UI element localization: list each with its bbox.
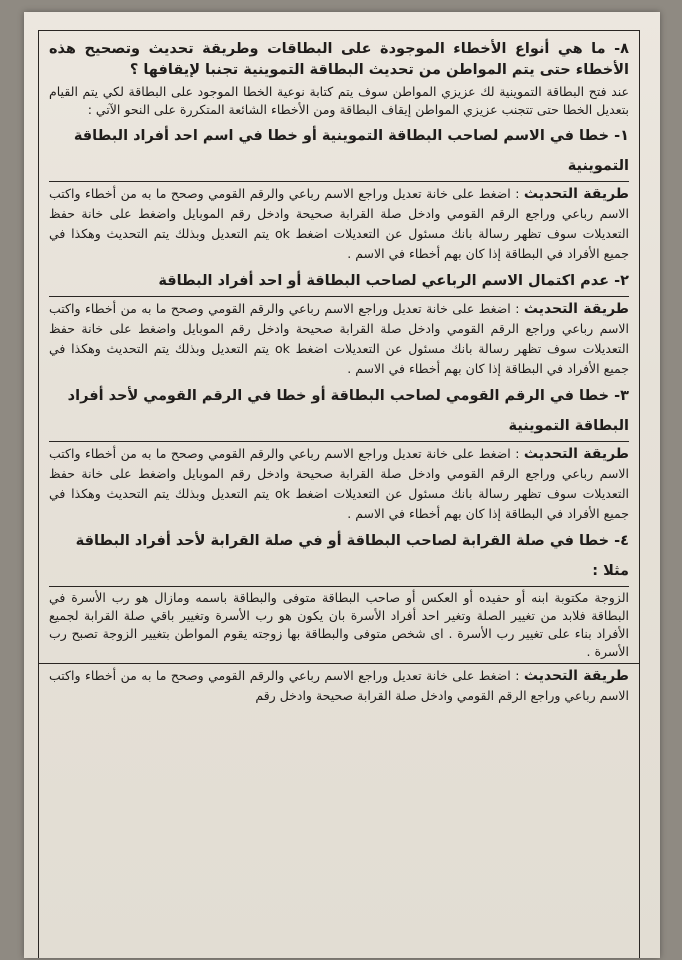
question-title: ٨- ما هي أنواع الأخطاء الموجودة على البطاقات وطريقة تحديث وتصحيح هذه الأخطاء حتى يتم المواطن من تحديث البطاقة التموينية تجنبا لإيقافها ؟: [49, 41, 629, 78]
section-4-method-label: طريقة التحديث: [523, 668, 629, 684]
section-3-heading: ٣- خطا في الرقم القومي لصاحب البطاقة أو خطا في الرقم القومي لأحد أفراد البطاقة التموينية: [49, 381, 629, 442]
section-4-divider: [39, 663, 639, 664]
section-1-heading: ١- خطا في الاسم لصاحب البطاقة التموينية أو خطا في اسم احد أفراد البطاقة التموينية: [49, 121, 629, 182]
section-3-method-label: طريقة التحديث: [523, 446, 629, 462]
document-border: [38, 30, 640, 958]
section-2-method: [49, 299, 629, 379]
section-2-method-text: : اضغط على خانة تعديل وراجع الاسم رباعي والرقم القومي وصحح ما به من أخطاء واكتب الاسم رباعي وراجع الرقم القومي وادخل صلة القرابة صحيحة وادخل رقم الموبايل واضغط على خانة حفظ التعديلات سوف تظهر رسالة بانك مسئول عن التعديلات اضغط ok يتم التعديل وبذلك يتم التحديث وهكذا في جميع الأفراد في البطاقة إذا كان بهم أخطاء في الاسم .: [49, 301, 629, 376]
document-page: [24, 12, 660, 958]
section-4-body: الزوجة مكتوبة ابنه أو حفيده أو العكس أو صاحب البطاقة متوفى والبطاقة باسمه ومازال هو رب الأسرة في البطاقة فلابد من تغيير الصلة وتغير احد أفراد الأسرة بان يكون هو رب الأسرة وتغيير باقي صلة القرابة لجميع الأفراد بناء على تغيير رب الأسرة . اى شخص متوفى والبطاقة بها زوجته يقوم المواطن بتغيير الزوجة تصبح رب الأسرة .: [49, 590, 629, 659]
section-3-method-text: : اضغط على خانة تعديل وراجع الاسم رباعي والرقم القومي وصحح ما به من أخطاء واكتب الاسم رباعي وراجع الرقم القومي وادخل صلة القرابة صحيحة وادخل رقم الموبايل واضغط على خانة حفظ التعديلات سوف تظهر رسالة بانك مسئول عن التعديلات اضغط ok يتم التعديل وبذلك يتم التحديث وهكذا في جميع الأفراد في البطاقة إذا كان بهم أخطاء في الاسم .: [49, 446, 629, 521]
section-3-method: [49, 444, 629, 524]
section-4-heading: ٤- خطا في صلة القرابة لصاحب البطاقة أو في صلة القرابة لأحد أفراد البطاقة مثلا :: [49, 526, 629, 587]
intro-paragraph: عند فتح البطاقة التموينية لك عزيزي المواطن سوف يتم كتابة نوعية الخطا الموجود على البطاقة لكي يتم القيام بتعديل الخطا حتى تتجنب عزيزي المواطن إيقاف البطاقة ومن الأخطاء الشائعة المتكررة على النحو الآتي :: [49, 84, 629, 117]
section-2-method-label: طريقة التحديث: [523, 301, 629, 317]
section-1-method: [49, 184, 629, 264]
section-1-method-text: : اضغط على خانة تعديل وراجع الاسم رباعي والرقم القومي وصحح ما به من أخطاء واكتب الاسم رباعي وراجع الرقم القومي وادخل صلة القرابة صحيحة وادخل رقم الموبايل واضغط على خانة حفظ التعديلات سوف تظهر رسالة بانك مسئول عن التعديلات اضغط ok يتم التعديل وبذلك يتم التحديث وهكذا في جميع الأفراد في البطاقة إذا كان بهم أخطاء في الاسم .: [49, 186, 629, 261]
section-1-method-label: طريقة التحديث: [523, 186, 629, 202]
section-2-heading: ٢- عدم اكتمال الاسم الرباعي لصاحب البطاقة أو احد أفراد البطاقة: [49, 266, 629, 297]
section-4-method-text: : اضغط على خانة تعديل وراجع الاسم رباعي والرقم القومي وصحح ما به من أخطاء واكتب الاسم رباعي وراجع الرقم القومي وادخل صلة القرابة صحيحة وادخل رقم: [49, 668, 629, 703]
section-4-method: [49, 666, 629, 706]
